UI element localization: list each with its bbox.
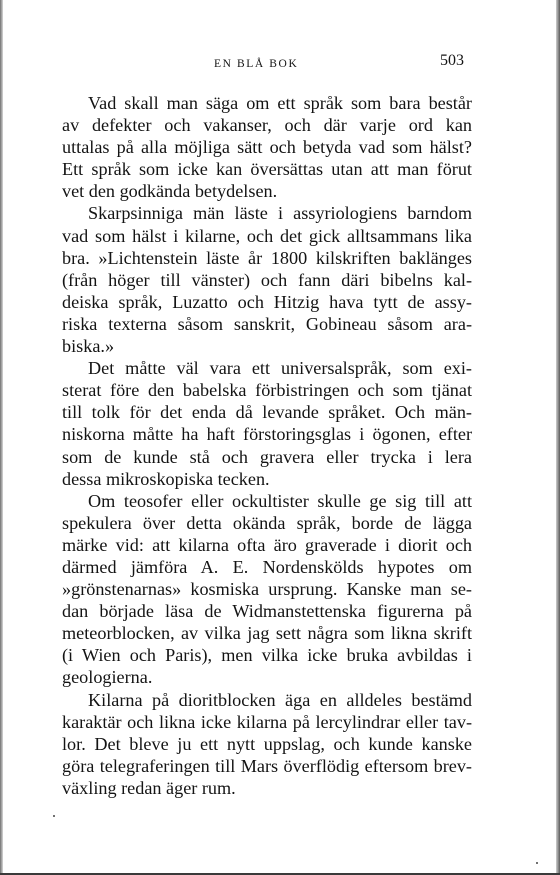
text-line: biska.»: [62, 336, 115, 357]
text-line: göra telegraferingen till Mars överflödig eftersom brev-: [62, 755, 472, 776]
text-line: märke vid: att kilarna ofta äro graverade i diorit och: [62, 534, 472, 555]
running-head: EN BLÅ BOK: [214, 58, 299, 70]
text-line: geologierna.: [62, 667, 153, 688]
text-line: Vad skall man säga om ett språk som bara består: [88, 93, 472, 113]
page-left-edge-shadow: [0, 0, 3, 875]
text-line: växling redan äger rum.: [62, 777, 236, 798]
text-line: vad som hälst i kilarne, och det gick alltsammans lika: [62, 225, 472, 246]
text-line: lor. Det bleve ju ett nytt uppslag, och kunde kanske: [62, 733, 472, 754]
text-line: »grönstenarnas» kosmiska ursprung. Kanske man se-: [62, 579, 472, 600]
text-line: dan började läsa de Widmanstettenska figurerna på: [62, 601, 472, 622]
text-line: av defekter och vakanser, och där varje ord kan: [62, 115, 472, 136]
text-line: karaktär och likna icke kilarna på lercylindrar eller tav-: [62, 711, 472, 732]
paragraph: [62, 202, 472, 357]
text-line: (från höger till vänster) och fann däri bibelns kal-: [62, 269, 472, 290]
paragraph: [62, 490, 472, 689]
text-line: Ett språk som icke kan översättas utan att man förut: [62, 159, 472, 180]
text-line: Kilarna på dioritblocken äga en alldeles bestämd: [88, 689, 472, 710]
text-line: Om teosofer eller ockultister skulle ge sig till att: [88, 490, 472, 511]
text-line: därmed jämföra A. E. Nordenskölds hypotes om: [62, 556, 472, 577]
text-line: Skarpsinniga män läste i assyriologiens barndom: [88, 203, 472, 224]
paragraph: [62, 357, 472, 490]
page-right-edge-shadow: [556, 0, 560, 875]
paragraph: [62, 689, 472, 799]
text-line: spekulera över detta okända språk, borde de lägga: [62, 512, 472, 533]
text-line: Det måtte väl vara ett universalspråk, som exi-: [88, 358, 472, 379]
text-line: riska texterna såsom sanskrit, Gobineau såsom ara-: [62, 313, 472, 334]
scan-speck: [536, 862, 538, 864]
text-line: bra. »Lichtenstein läste år 1800 kilskriften baklänges: [62, 247, 472, 268]
page-number: 503: [440, 52, 464, 69]
scan-speck: [53, 815, 55, 817]
text-line: deiska språk, Luzatto och Hitzig hava tytt de assy-: [62, 291, 472, 312]
text-line: meteorblocken, av vilka jag sett några som likna skrift: [62, 623, 472, 644]
text-line: vet den godkända betydelsen.: [62, 181, 278, 202]
text-line: niskorna måtte ha haft förstoringsglas i ögonen, efter: [62, 424, 472, 445]
paragraph: [62, 92, 472, 202]
text-line: sterat före den babelska förbistringen och som tjänat: [62, 380, 472, 401]
text-line: uttalas på alla möjliga sätt och betyda vad som hälst?: [62, 137, 472, 158]
text-line: till tolk för det enda då levande språket. Och män-: [62, 402, 472, 423]
body-text: [62, 92, 472, 799]
text-line: dessa mikroskopiska tecken.: [62, 468, 270, 489]
text-line: (i Wien och Paris), men vilka icke bruka avbildas i: [62, 645, 472, 666]
text-line: som de kunde stå och gravera eller trycka i lera: [62, 446, 472, 467]
